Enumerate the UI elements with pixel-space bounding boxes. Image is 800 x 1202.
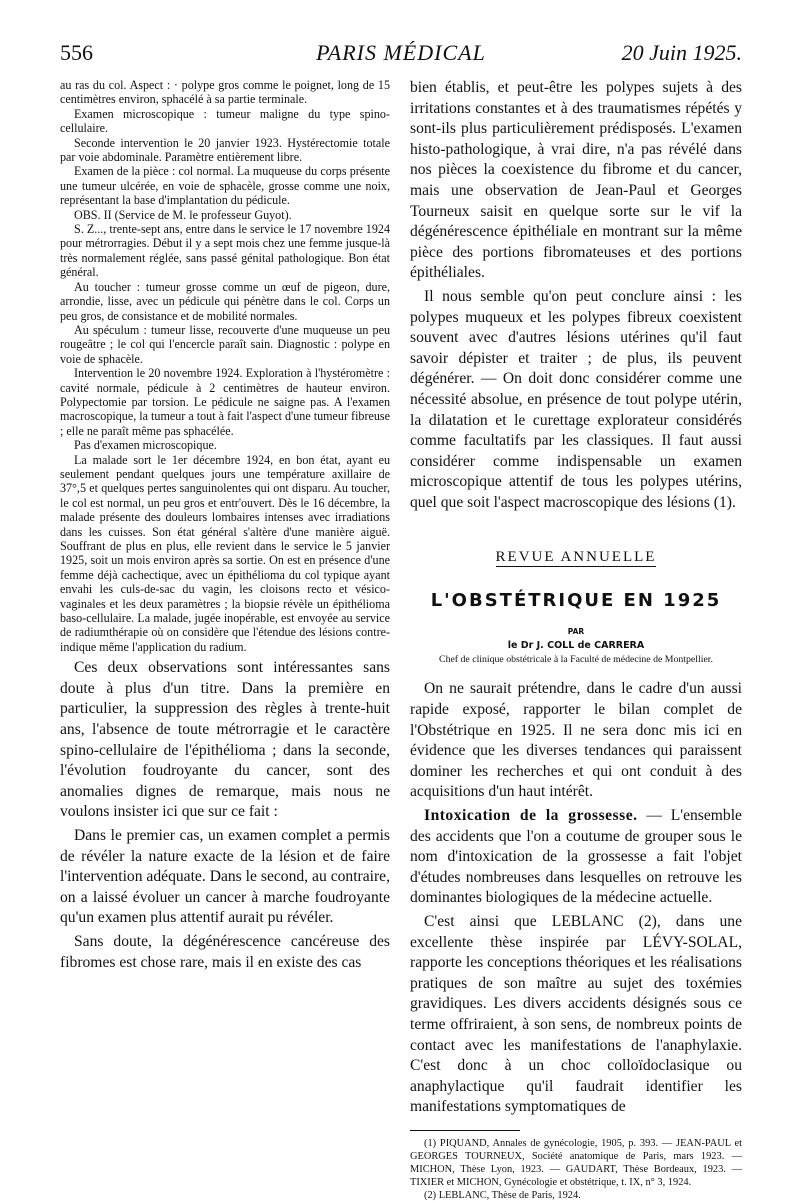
page-number: 556 <box>60 40 93 65</box>
journal-title: PARIS MÉDICAL <box>316 40 486 65</box>
paragraph: S. Z..., trente-sept ans, entre dans le service le 17 novembre 1924 pour métrorragies. Début il y a sept mois chez une femme jusque-là très normalement réglée, sans passé génital pathologique. Bon état général. <box>60 222 390 280</box>
author: le Dr J. COLL de CARRERA <box>507 640 645 652</box>
paragraph: La malade sort le 1er décembre 1924, en bon état, ayant eu seulement pendant quelques jours une température axillaire de 37°,5 et quelques pertes sanguinolentes qui ont disparu. Au toucher, le col est normal, un peu gros et entr'ouvert. Dès le 16 décembre, la malade présente des douleurs lombaires intenses avec irradiations dans les cuisses. Son état général s'altère d'une manière aiguë. Souffrant de plus en plus, elle revient dans le service le 5 janvier 1925, soit un mois environ après sa sortie. On est en présence d'une femme déjà cachectique, avec un épithélioma du col typique ayant envahi les culs-de-sac du vagin, les cloisons recto et vésico-vaginales et les deux paramètres ; la biopsie révèle un épithélioma baso-cellulaire. La malade, jugée inopérable, est envoyée au service de radiumthérapie où on considère que l'étendue des lésions contre-indique même l'application du radium. <box>60 452 390 654</box>
byline-par: PAR <box>567 627 585 637</box>
observation-heading: OBS. II (Service de M. le professeur Guyot). <box>74 207 292 222</box>
paragraph: Intervention le 20 novembre 1924. Exploration à l'hystéromètre : cavité normale, pédicule à 2 centimètres de hauteur environ. Polypectomie par torsion. Le pédicule ne saigne pas. A l'examen macroscopique, la tumeur a tout à fait l'aspect d'une tumeur fibreuse ; elle ne paraît même pas sphacélée. <box>60 366 390 438</box>
paragraph: Il nous semble qu'on peut conclure ainsi : les polypes muqueux et les polypes fibreux coexistent souvent avec d'autres lésions utérines qu'il faut savoir dépister et traiter ; de plus, ils peuvent dégénérer. — On doit donc considérer comme une nécessité absolue, en présence de tout polype utérin, la dilatation et le curettage explorateur considérés comme facultatifs par les classiques. Il faut aussi considérer comme indispensable un examen microscopique attentif de tous les polypes utérins, quel que soit l'aspect macroscopique des lésions (1). <box>410 287 742 511</box>
article-body <box>410 679 742 1117</box>
paragraph: Au toucher : tumeur grosse comme un œuf de pigeon, dure, arrondie, lisse, avec un pédicule qui pénètre dans le col. Corps un peu gros, de consistance et de mobilité normales. <box>60 279 390 323</box>
paragraph: Ces deux observations sont intéressantes sans doute à plus d'un titre. Dans la première en particulier, la suppression des règles à trente-huit ans, l'absence de toute métrorragie et le caractère spino-cellulaire de l'épithélioma ; dans la seconde, l'évolution foudroyante du cancer, sont des anomalies dignes de remarque, mais nous ne voulons insister ici que sur ce fait : <box>60 659 390 821</box>
issue-date: 20 Juin 1925. <box>621 40 742 65</box>
paragraph: Examen de la pièce : col normal. La muqueuse du corps présente une tumeur ulcérée, en voie de sphacèle, grosse comme une noix, représentant la base d'implantation du pédicule. <box>60 164 390 208</box>
section-label: REVUE ANNUELLE <box>495 549 657 566</box>
author-affiliation: Chef de clinique obstétricale à la Faculté de médecine de Montpellier. <box>439 654 713 666</box>
footnote: (1) PIQUAND, Annales de gynécologie, 1905, p. 393. — JEAN-PAUL et GEORGES TOURNEUX, Société anatomique de Paris, mars 1923. — MICHON, Thèse Lyon, 1923. — GAUDART, Thèse Bordeaux, 1923. — TIXIER et MICHON, Gynécologie et obstétrique, t. IX, n° 3, 1924. <box>410 1137 742 1188</box>
paragraph: On ne saurait prétendre, dans le cadre d'un aussi rapide exposé, rapporter le bilan complet de l'Obstétrique en 1925. Il ne sera donc mis ici en évidence que les diverses tendances qui paraissent dominer les recherches et qui ont conduit à des acquisitions d'un haut intérêt. <box>410 680 742 801</box>
footnotes <box>410 1137 742 1202</box>
case-report-text <box>60 78 390 654</box>
paragraph: Dans le premier cas, un examen complet a permis de révéler la nature exacte de la lésion et de faire l'intervention adéquate. Dans le second, au contraire, on a laissé évoluer un cancer à marche foudroyante qu'un examen plus attentif aurait pu révéler. <box>60 827 390 927</box>
footnote-divider <box>410 1130 520 1131</box>
paragraph: Pas d'examen microscopique. <box>74 438 217 453</box>
paragraph: Au spéculum : tumeur lisse, recouverte d'une muqueuse un peu rougeâtre ; le col qui l'encercle paraît sain. Diagnostic : polype en voie de sphacèle. <box>60 322 390 366</box>
subsection-heading: Intoxication de la grossesse. <box>424 807 638 825</box>
footnote: (2) LEBLANC, Thèse de Paris, 1924. <box>424 1189 581 1201</box>
paragraph: Intoxication de la grossesse. — L'ensemble des accidents que l'on a coutume de grouper sous le nom d'intoxication de la grossesse a fait l'objet d'études nombreuses dans lesquelles on retrouve les dominantes biologiques de la médecine actuelle. <box>410 807 742 907</box>
paragraph: Seconde intervention le 20 janvier 1923. Hystérectomie totale par voie abdominale. Paramètre entièrement libre. <box>60 135 390 165</box>
paragraph: Sans doute, la dégénérescence cancéreuse des fibromes est chose rare, mais il en existe des cas <box>60 932 390 971</box>
paragraph: bien établis, et peut-être les polypes sujets à des irritations constantes et à des traumatismes répétés y sont-ils plus particulièrement prédisposés. L'examen histo-pathologique, à vrai dire, n'a pas révélé dans nos pièces la coexistence du fibrome et du cancer, mais une observation de Jean-Paul et Georges Tourneux saisit en quelque sorte sur le vif la dégénérescence épithéliale en montrant sur la même pièce des portions fibromateuses et des portions épithéliales. <box>410 79 742 282</box>
paragraph: au ras du col. Aspect : · polype gros comme le poignet, long de 15 centimètres environ, sphacélé à sa partie terminale. <box>60 78 390 107</box>
conclusion-text <box>410 78 742 513</box>
page-header <box>60 40 742 74</box>
paragraph: Examen microscopique : tumeur maligne du type spino-cellulaire. <box>60 106 390 136</box>
left-column <box>60 78 390 973</box>
article-title: L'OBSTÉTRIQUE EN 1925 <box>430 590 722 612</box>
right-column <box>410 78 742 1202</box>
discussion-text <box>60 658 390 973</box>
paragraph: C'est ainsi que LEBLANC (2), dans une excellente thèse inspirée par LÉVY-SOLAL, rapporte les conceptions théoriques et les réalisations pratiques de son maître au sujet des toxémies gravidiques. Les divers accidents désignés sous ce terme offriraient, à son sens, de nombreux points de contact avec les manifestations de l'anaphylaxie. C'est donc à un choc colloïdoclasique ou anaphylactique qu'il faudrait identifier les manifestations symptomatiques de <box>410 913 742 1116</box>
